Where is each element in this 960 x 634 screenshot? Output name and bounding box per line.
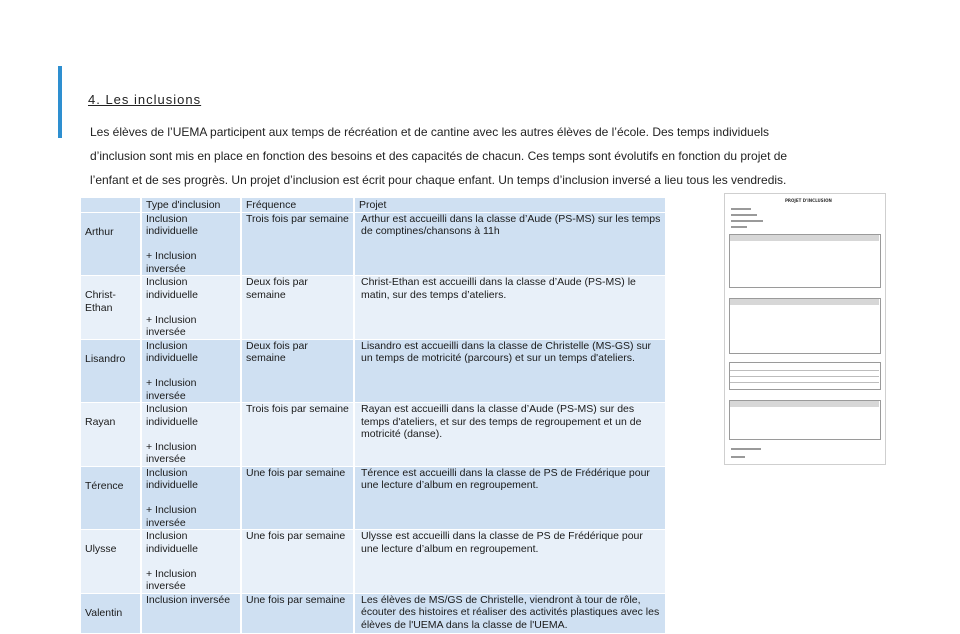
header-frequency: Fréquence <box>241 198 354 212</box>
sheet-row-line <box>730 382 879 383</box>
inclusion-frequency: Deux fois par semaine <box>241 276 354 340</box>
header-name <box>81 198 141 212</box>
table-row <box>81 530 666 594</box>
sheet-header <box>730 401 879 407</box>
inclusion-project: Lisandro est accueilli dans la classe de Christelle (MS-GS) sur un temps de motricité (parcours) et sur un temps d'ateliers. <box>354 339 666 403</box>
inclusion-frequency: Trois fois par semaine <box>241 403 354 467</box>
student-name: Rayan <box>81 403 141 467</box>
inclusion-project: Ulysse est accueilli dans la classe de PS de Frédérique pour une lecture d’album en regroupement. <box>354 530 666 594</box>
table-row <box>81 403 666 467</box>
intro-paragraph <box>90 120 880 192</box>
inclusion-project-sheet-thumbnail <box>724 193 886 465</box>
inclusion-frequency: Deux fois par semaine <box>241 339 354 403</box>
sheet-line <box>731 456 745 458</box>
inclusion-type: Inclusion individuelle + Inclusion inversée <box>141 212 241 276</box>
inclusion-type: Inclusion individuelle + Inclusion inversée <box>141 339 241 403</box>
header-type: Type d'inclusion <box>141 198 241 212</box>
sheet-line <box>731 208 751 210</box>
inclusion-project: Térence est accueilli dans la classe de PS de Frédérique pour une lecture d’album en regroupement. <box>354 466 666 530</box>
student-name: Ulysse <box>81 530 141 594</box>
sheet-box <box>729 234 881 288</box>
student-name: Christ-Ethan <box>81 276 141 340</box>
intro-line: l’enfant et de ses progrès. Un projet d’inclusion est écrit pour chaque enfant. Un temps d’inclusion inversé a lieu tous les vendredis. <box>90 173 787 187</box>
table-row <box>81 466 666 530</box>
section-heading: 4. Les inclusions <box>88 92 202 107</box>
inclusion-type: Inclusion individuelle + Inclusion inversée <box>141 530 241 594</box>
student-name: Térence <box>81 466 141 530</box>
table-header-row <box>81 198 666 212</box>
table-row <box>81 593 666 633</box>
header-project: Projet <box>354 198 666 212</box>
inclusion-frequency: Une fois par semaine <box>241 593 354 633</box>
inclusion-project: Les élèves de MS/GS de Christelle, viendront à tour de rôle, écouter des histoires et réaliser des activités plastiques avec les élèves de l'UEMA dans la classe de l'UEMA. <box>354 593 666 633</box>
inclusion-project: Rayan est accueilli dans la classe d’Aude (PS-MS) sur des temps d'ateliers, et sur des temps de regroupement et un de motricité (danse). <box>354 403 666 467</box>
intro-line: Les élèves de l’UEMA participent aux temps de récréation et de cantine avec les autres élèves de l’école. Des temps individuels <box>90 125 770 139</box>
sheet-line <box>731 220 763 222</box>
sheet-line <box>731 226 747 228</box>
accent-bar <box>58 66 62 138</box>
table-row <box>81 339 666 403</box>
table-row <box>81 276 666 340</box>
sheet-box <box>729 298 881 354</box>
sheet-line <box>731 448 761 450</box>
inclusions-table <box>81 198 667 634</box>
student-name: Arthur <box>81 212 141 276</box>
inclusion-type: Inclusion inversée <box>141 593 241 633</box>
sheet-header <box>730 299 879 305</box>
inclusion-frequency: Une fois par semaine <box>241 530 354 594</box>
student-name: Lisandro <box>81 339 141 403</box>
inclusion-type: Inclusion individuelle + Inclusion inversée <box>141 276 241 340</box>
sheet-header <box>730 235 879 241</box>
inclusion-project: Arthur est accueilli dans la classe d’Aude (PS-MS) sur les temps de comptines/chansons à 11h <box>354 212 666 276</box>
student-name: Valentin <box>81 593 141 633</box>
sheet-row-line <box>730 376 879 377</box>
inclusion-frequency: Trois fois par semaine <box>241 212 354 276</box>
sheet-row-line <box>730 370 879 371</box>
sheet-line <box>731 214 757 216</box>
inclusion-project: Christ-Ethan est accueilli dans la classe d’Aude (PS-MS) le matin, sur des temps d’ateliers. <box>354 276 666 340</box>
sheet-title: PROJET D'INCLUSION <box>785 198 832 203</box>
inclusion-type: Inclusion individuelle + Inclusion inversée <box>141 403 241 467</box>
inclusion-type: Inclusion individuelle + Inclusion inversée <box>141 466 241 530</box>
inclusion-frequency: Une fois par semaine <box>241 466 354 530</box>
table-row <box>81 212 666 276</box>
intro-line: d’inclusion sont mis en place en fonction des besoins et des capacités de chacun. Ces temps sont évolutifs en fonction du projet de <box>90 149 788 163</box>
